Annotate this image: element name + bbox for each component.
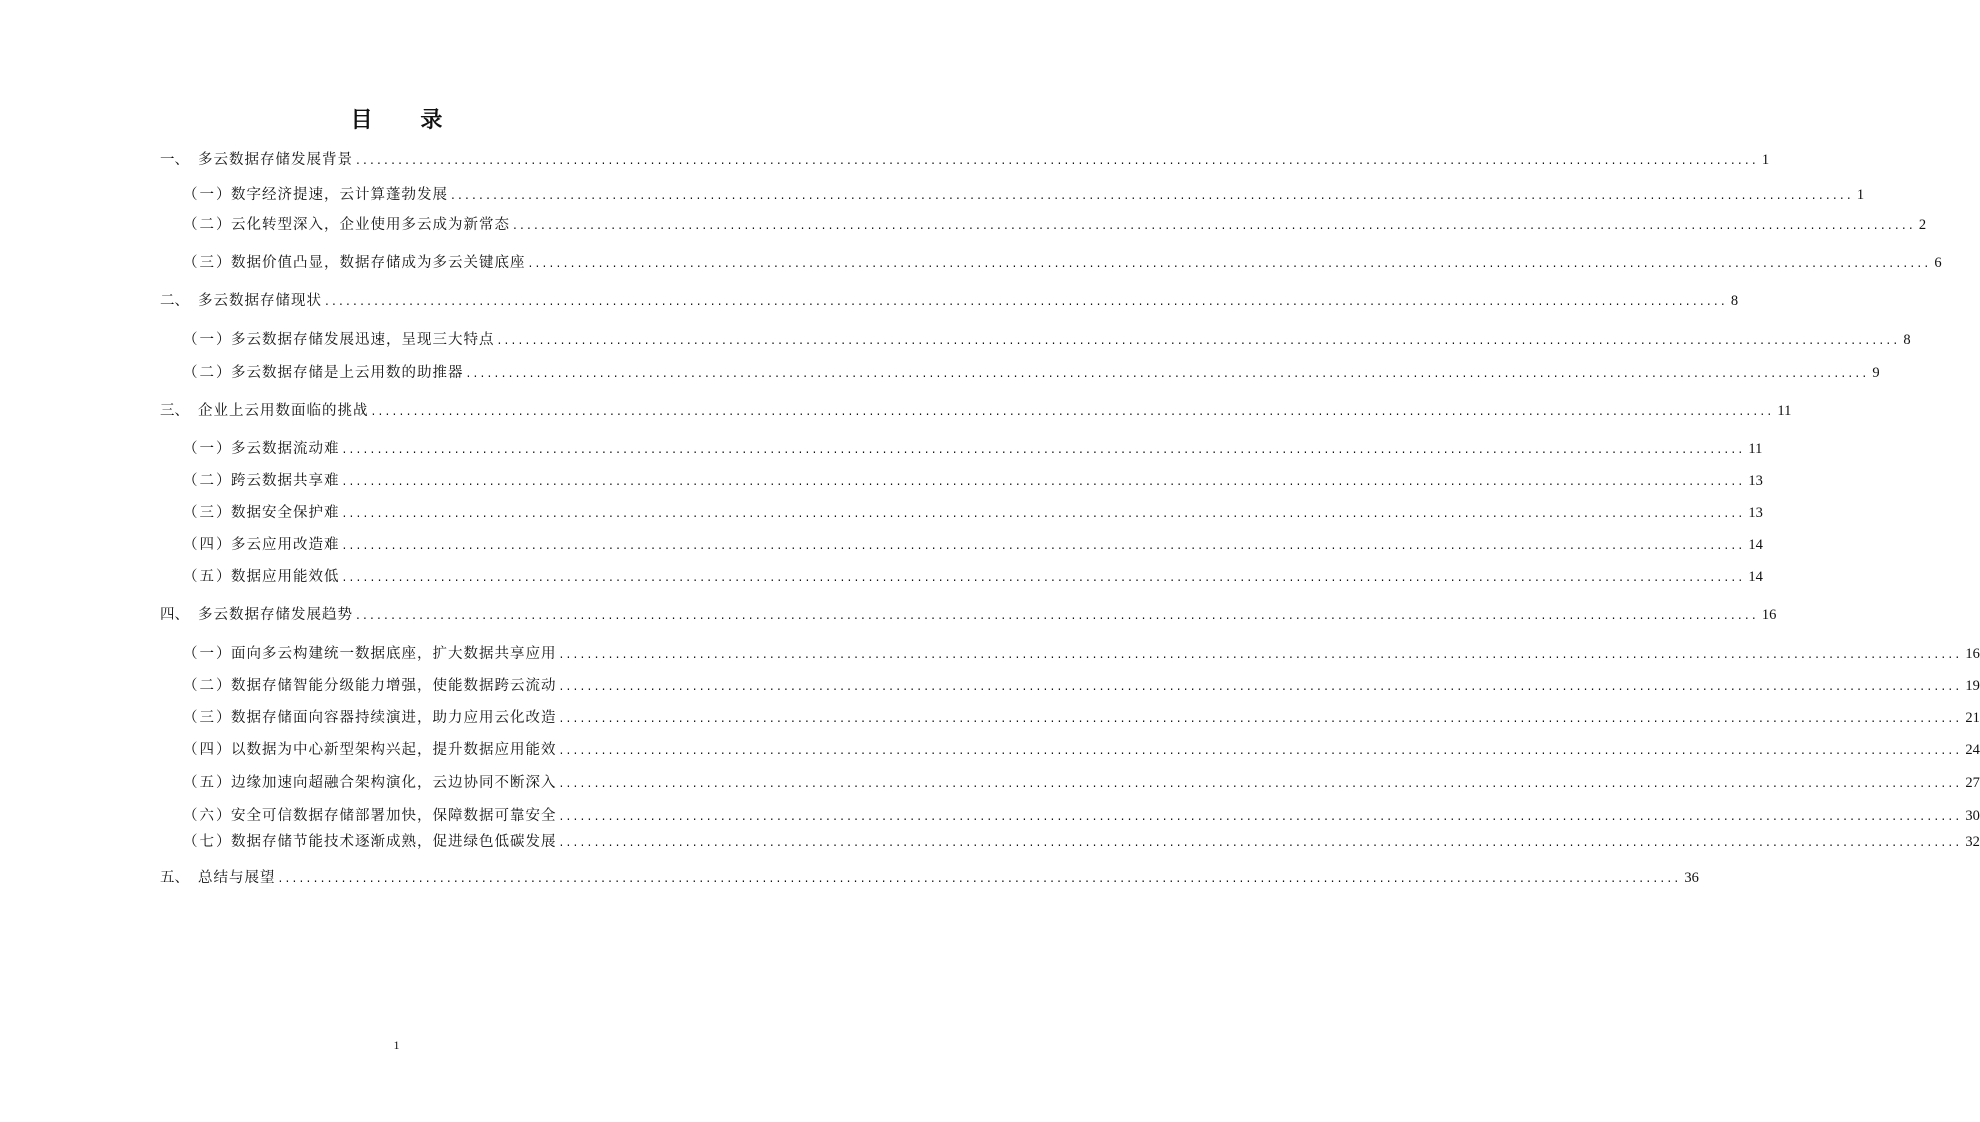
- toc-leader-dots: ........................................................................................................................................................................................................: [528, 256, 1932, 270]
- toc-entry-page: 11: [1748, 441, 1763, 457]
- toc-entry-title: 跨云数据共享难: [231, 473, 340, 489]
- toc-entry-number: 四、: [160, 607, 189, 623]
- toc-entry-number: （二）: [183, 365, 233, 381]
- toc-entry-number: （六）: [183, 808, 233, 824]
- toc-leader-dots: ........................................................................................................................................................................................................: [278, 871, 1682, 885]
- toc-entry-page: 2: [1918, 217, 1927, 233]
- toc-entry-page: 1: [1761, 152, 1770, 168]
- toc-section-entry[interactable]: [183, 439, 1763, 459]
- toc-leader-dots: ........................................................................................................................................................................................................: [371, 404, 1775, 418]
- toc-entry-number: （二）: [183, 217, 233, 233]
- toc-entry-page: 24: [1965, 742, 1980, 758]
- toc-leader-dots: ........................................................................................................................................................................................................: [559, 809, 1963, 823]
- toc-section-entry[interactable]: [183, 215, 1927, 235]
- toc-leader-dots: ........................................................................................................................................................................................................: [325, 294, 1728, 308]
- toc-entry-number: （二）: [183, 678, 233, 694]
- toc-leader-dots: ........................................................................................................................................................................................................: [356, 608, 1759, 622]
- toc-entry-page: 13: [1748, 505, 1763, 521]
- toc-entry-page: 30: [1965, 808, 1980, 824]
- toc-entry-title: 多云数据存储是上云用数的助推器: [231, 365, 464, 381]
- toc-chapter-entry[interactable]: [160, 150, 1770, 170]
- toc-section-entry[interactable]: [183, 535, 1763, 555]
- page-number: 1: [393, 1038, 400, 1052]
- toc-entry-title: 多云数据流动难: [231, 441, 340, 457]
- toc-leader-dots: ........................................................................................................................................................................................................: [559, 711, 1963, 725]
- toc-entry-page: 16: [1965, 646, 1980, 662]
- toc-entry-page: 8: [1730, 293, 1739, 309]
- toc-entry-number: 二、: [160, 293, 189, 309]
- toc-entry-page: 9: [1872, 365, 1880, 381]
- toc-entry-page: 14: [1748, 569, 1763, 585]
- toc-leader-dots: ........................................................................................................................................................................................................: [497, 333, 1901, 347]
- toc-section-entry[interactable]: [183, 503, 1763, 523]
- toc-section-entry[interactable]: [183, 806, 1980, 826]
- toc-section-entry[interactable]: [183, 330, 1911, 350]
- toc-section-entry[interactable]: [183, 773, 1980, 793]
- toc-leader-dots: ........................................................................................................................................................................................................: [451, 188, 1854, 202]
- toc-entry-number: 五、: [160, 870, 189, 886]
- toc-entry-number: （一）: [183, 646, 233, 662]
- toc-entry-page: 19: [1965, 678, 1980, 694]
- toc-leader-dots: ........................................................................................................................................................................................................: [559, 679, 1963, 693]
- toc-entry-title: 安全可信数据存储部署加快，保障数据可靠安全: [231, 808, 557, 824]
- toc-leader-dots: ........................................................................................................................................................................................................: [559, 776, 1963, 790]
- toc-entry-title: 边缘加速向超融合架构演化，云边协同不断深入: [231, 775, 557, 791]
- toc-entry-page: 36: [1684, 870, 1699, 886]
- toc-section-entry[interactable]: [183, 676, 1980, 696]
- toc-section-entry[interactable]: [183, 471, 1763, 491]
- toc-chapter-entry[interactable]: [160, 868, 1699, 888]
- toc-entry-page: 32: [1965, 834, 1980, 850]
- toc-entry-page: 14: [1748, 537, 1763, 553]
- toc-leader-dots: ........................................................................................................................................................................................................: [342, 442, 1746, 456]
- toc-entry-page: 6: [1934, 255, 1942, 271]
- toc-leader-dots: ........................................................................................................................................................................................................: [559, 647, 1963, 661]
- toc-entry-title: 数据价值凸显，数据存储成为多云关键底座: [231, 255, 526, 271]
- toc-entry-number: （三）: [183, 255, 233, 271]
- toc-entry-number: （三）: [183, 505, 233, 521]
- toc-entry-number: （一）: [183, 187, 233, 203]
- toc-section-entry[interactable]: [183, 567, 1763, 587]
- toc-entry-title: 数据应用能效低: [231, 569, 340, 585]
- toc-entry-number: （一）: [183, 332, 233, 348]
- toc-entry-title: 以数据为中心新型架构兴起，提升数据应用能效: [231, 742, 557, 758]
- toc-leader-dots: ........................................................................................................................................................................................................: [559, 835, 1963, 849]
- toc-entry-title: 云化转型深入，企业使用多云成为新常态: [231, 217, 510, 233]
- toc-leader-dots: ........................................................................................................................................................................................................: [559, 743, 1963, 757]
- toc-entry-title: 数据存储节能技术逐渐成熟，促进绿色低碳发展: [231, 834, 557, 850]
- page-title: 目 录: [350, 108, 463, 133]
- toc-leader-dots: ........................................................................................................................................................................................................: [342, 570, 1746, 584]
- toc-leader-dots: ........................................................................................................................................................................................................: [466, 366, 1870, 380]
- toc-entry-page: 16: [1761, 607, 1777, 623]
- toc-section-entry[interactable]: [183, 253, 1942, 273]
- toc-leader-dots: ........................................................................................................................................................................................................: [513, 218, 1916, 232]
- toc-entry-page: 13: [1748, 473, 1763, 489]
- toc-section-entry[interactable]: [183, 185, 1865, 205]
- toc-leader-dots: ........................................................................................................................................................................................................: [342, 474, 1746, 488]
- toc-entry-title: 多云数据存储发展趋势: [198, 607, 353, 623]
- toc-entry-title: 面向多云构建统一数据底座，扩大数据共享应用: [231, 646, 557, 662]
- toc-entry-page: 27: [1965, 775, 1980, 791]
- toc-entry-number: （一）: [183, 441, 233, 457]
- toc-section-entry[interactable]: [183, 644, 1980, 664]
- toc-chapter-entry[interactable]: [160, 291, 1739, 311]
- toc-section-entry[interactable]: [183, 832, 1980, 852]
- toc-entry-number: （二）: [183, 473, 233, 489]
- toc-leader-dots: ........................................................................................................................................................................................................: [342, 506, 1746, 520]
- toc-entry-number: （四）: [183, 537, 233, 553]
- toc-entry-page: 8: [1903, 332, 1911, 348]
- toc-entry-title: 总结与展望: [198, 870, 276, 886]
- toc-entry-number: 三、: [160, 403, 189, 419]
- toc-entry-number: （四）: [183, 742, 233, 758]
- toc-entry-title: 多云数据存储现状: [198, 293, 322, 309]
- toc-entry-title: 数据安全保护难: [231, 505, 340, 521]
- toc-entry-title: 多云应用改造难: [231, 537, 340, 553]
- toc-entry-number: （三）: [183, 710, 233, 726]
- toc-entry-page: 21: [1965, 710, 1980, 726]
- toc-section-entry[interactable]: [183, 363, 1880, 383]
- toc-chapter-entry[interactable]: [160, 401, 1792, 421]
- toc-section-entry[interactable]: [183, 708, 1980, 728]
- toc-entry-number: （五）: [183, 775, 233, 791]
- toc-entry-title: 数据存储智能分级能力增强，使能数据跨云流动: [231, 678, 557, 694]
- toc-entry-title: 数字经济提速，云计算蓬勃发展: [231, 187, 448, 203]
- toc-entry-number: （七）: [183, 834, 233, 850]
- toc-entry-page: 1: [1856, 187, 1865, 203]
- toc-leader-dots: ........................................................................................................................................................................................................: [342, 538, 1746, 552]
- toc-entry-number: （五）: [183, 569, 233, 585]
- toc-entry-page: 11: [1777, 403, 1792, 419]
- toc-entry-title: 企业上云用数面临的挑战: [198, 403, 369, 419]
- toc-leader-dots: ........................................................................................................................................................................................................: [356, 153, 1759, 167]
- toc-chapter-entry[interactable]: [160, 605, 1777, 625]
- toc-entry-number: 一、: [160, 152, 189, 168]
- toc-entry-title: 数据存储面向容器持续演进，助力应用云化改造: [231, 710, 557, 726]
- toc-section-entry[interactable]: [183, 740, 1980, 760]
- toc-entry-title: 多云数据存储发展迅速，呈现三大特点: [231, 332, 495, 348]
- toc-entry-title: 多云数据存储发展背景: [198, 152, 353, 168]
